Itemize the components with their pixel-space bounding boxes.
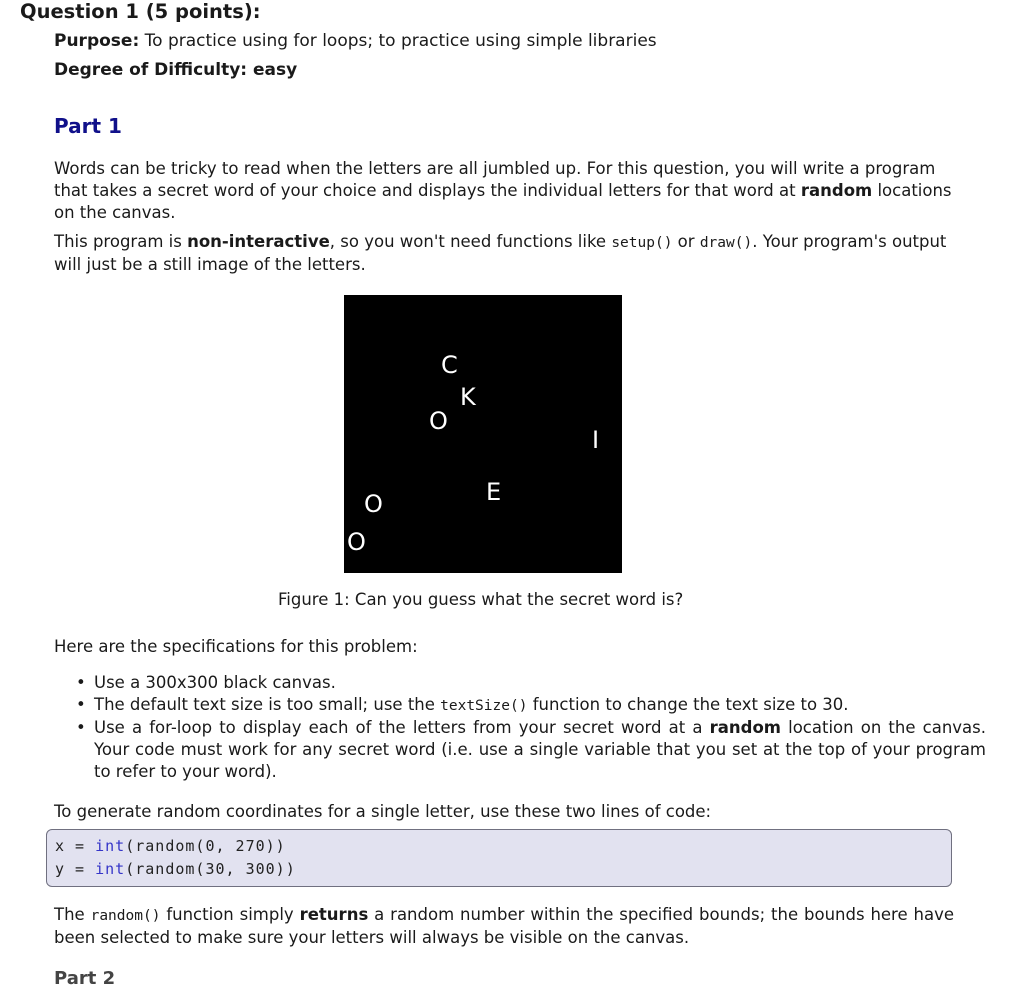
- purpose-line: [54, 31, 657, 51]
- question-title: Question 1 (5 points):: [20, 0, 261, 23]
- spec-item: [94, 672, 986, 694]
- random-note: [54, 904, 954, 949]
- note-text-end: a random number within the specified bounds; the bounds here have been selected to make sure your letters will always be visible on the canvas.: [54, 905, 954, 947]
- intro-bold-random: random: [800, 181, 873, 200]
- spec-item: [94, 694, 986, 717]
- setup-code: setup(): [611, 235, 673, 251]
- ni-text: This program is: [54, 232, 188, 251]
- figure-caption: Figure 1: Can you guess what the secret word is?: [278, 590, 684, 609]
- textsize-code: textSize(): [440, 698, 528, 714]
- spec-item-2-text: The default text size is too small; use the: [94, 695, 441, 714]
- spec-item-1-text: Use a 300x300 black canvas.: [94, 673, 336, 692]
- code-block: [46, 829, 952, 887]
- specs-list: [54, 672, 986, 783]
- spec-item-3-text-end: location on the canvas. Your code must work for any secret word (i.e. use a single variable that you set at the top of your program to refer to your word).: [94, 718, 987, 781]
- specs-intro: Here are the specifications for this problem:: [54, 637, 418, 656]
- figure-letter: I: [592, 426, 600, 454]
- code-line-y: [55, 860, 296, 878]
- code-intro: To generate random coordinates for a single letter, use these two lines of code:: [54, 802, 712, 821]
- spec-item: [94, 717, 986, 783]
- code-line-x: [55, 837, 286, 855]
- code-int-keyword: int: [95, 837, 126, 855]
- ni-text-2: , so you won't need functions like: [329, 232, 612, 251]
- figure-letter: E: [486, 478, 502, 506]
- note-text-start: The: [54, 905, 91, 924]
- part1-title: Part 1: [54, 114, 122, 138]
- draw-code: draw(): [699, 235, 753, 251]
- figure-letter: K: [460, 383, 476, 411]
- ni-text-3: or: [672, 232, 700, 251]
- code-x-random: (random(0, 270)): [125, 837, 286, 855]
- purpose-label: Purpose:: [54, 31, 140, 51]
- spec-item-3-bold: random: [709, 718, 781, 737]
- code-int-keyword: int: [95, 860, 126, 878]
- note-bold-returns: returns: [299, 905, 369, 924]
- purpose-text: To practice using for loops; to practice using simple libraries: [144, 31, 657, 51]
- figure-letter: C: [441, 351, 458, 379]
- intro-paragraph: [54, 158, 954, 224]
- figure-letter: O: [364, 490, 383, 518]
- difficulty-value: easy: [253, 60, 298, 80]
- intro-text-end: locations on the canvas.: [54, 181, 952, 222]
- figure-canvas: [344, 295, 622, 573]
- code-x-assign: x =: [55, 837, 96, 855]
- next-part-title-clipped: [54, 968, 124, 989]
- code-y-assign: y =: [55, 860, 96, 878]
- figure-letter: O: [429, 407, 448, 435]
- difficulty-label: Degree of Difficulty:: [54, 60, 248, 80]
- ni-bold: non-interactive: [187, 232, 330, 251]
- spec-item-2-text-end: function to change the text size to 30.: [527, 695, 849, 714]
- next-part-text: Part 2: [54, 968, 116, 989]
- note-text: function simply: [160, 905, 300, 924]
- code-y-random: (random(30, 300)): [125, 860, 296, 878]
- random-code: random(): [90, 908, 161, 924]
- ni-text-4: . Your program's output will just be a still image of the letters.: [54, 232, 947, 274]
- noninteractive-paragraph: [54, 231, 954, 276]
- intro-text: Words can be tricky to read when the letters are all jumbled up. For this question, you will write a program that takes a secret word of your choice and displays the individual letters for that word at: [54, 159, 936, 200]
- spec-item-3-text: Use a for-loop to display each of the letters from your secret word at a: [94, 718, 710, 737]
- difficulty-line: [54, 60, 297, 80]
- figure-letter: O: [347, 528, 366, 556]
